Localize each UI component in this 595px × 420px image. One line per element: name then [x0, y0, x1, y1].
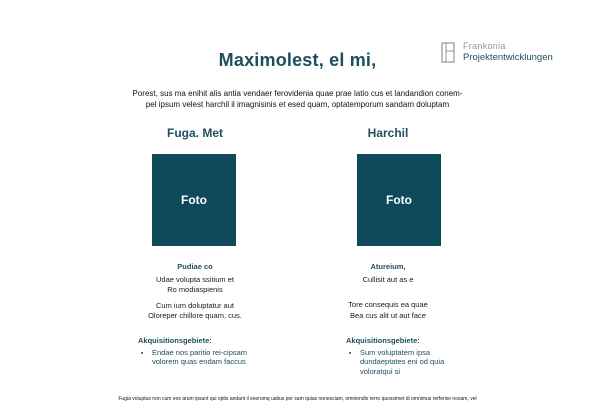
intro-line: pel ipsum velest harchil il imagnisinis et esed quam, optatemporum sandam doluptam: [145, 100, 450, 109]
person-role: Atureium,: [370, 262, 406, 271]
info-line: Cullisit aut as e: [362, 274, 414, 284]
info-line: Bea cus alit ut aut face: [350, 310, 426, 320]
person-column-right: [288, 126, 488, 376]
company-logo: [441, 40, 571, 70]
intro-line: Porest, sus ma enihit alis antia vendaer ferovidenia quae prae latio cus et landandion conem-: [132, 89, 463, 98]
column-heading: Fuga. Met: [167, 126, 223, 140]
person-column-left: [95, 126, 295, 366]
acquisition-areas: [138, 336, 338, 367]
footer-note: Fugia voluptus non cum eos arum ipsunt qui optis andant il exerumq uatius por sam quias nonesciam, omniendis rerro quossimet di omnimus rerferise nosam, vel: [118, 396, 477, 402]
photo-placeholder: Foto: [152, 154, 236, 246]
acquisition-heading: Akquisitionsgebiete:: [346, 336, 420, 345]
photo-placeholder: Foto: [357, 154, 441, 246]
intro-paragraph: [0, 88, 595, 110]
column-heading: Harchil: [367, 126, 409, 140]
acquisition-item: • Endae nos paritio rei-cipsam volorem quas endam faccus: [152, 348, 262, 367]
logo-text-top: Frankonia: [463, 41, 506, 51]
info-line: Tore consequis ea quae: [348, 300, 428, 309]
person-info: [288, 262, 488, 321]
logo-text-bottom: Projektentwicklungen: [463, 52, 553, 63]
info-line: Oloreper chillore quam, cus.: [148, 311, 242, 320]
info-line: Ro modiaspienis: [167, 285, 223, 294]
info-line: Cum ium doluptatur aut: [156, 300, 234, 310]
person-role: Pudiae co: [177, 262, 213, 271]
info-line: Udae volupta ssitium et: [156, 274, 234, 284]
acquisition-areas: [346, 336, 546, 376]
page-title: Maximolest, el mi,: [218, 50, 377, 70]
acquisition-item: • Sum voluptatem ipsa dundaeptates eni od quia voloratqui si: [360, 348, 470, 377]
acquisition-heading: Akquisitionsgebiete:: [138, 336, 212, 345]
logo-mark-icon: [441, 42, 459, 64]
person-info: [95, 262, 295, 322]
